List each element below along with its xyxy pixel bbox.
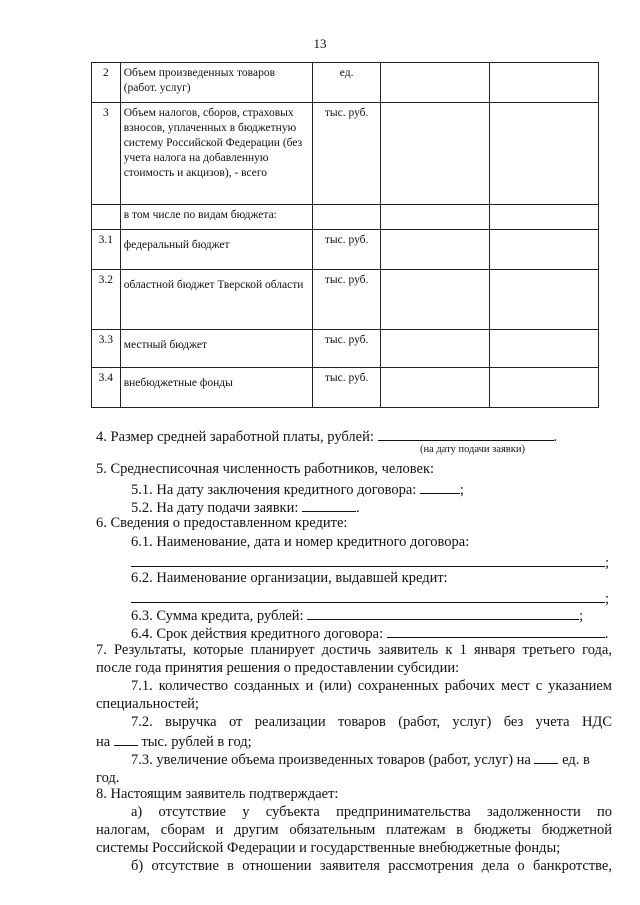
avg-salary-line [96,426,557,446]
credit-term-label: 6.4. Срок действия кредитного договора: [131,626,384,642]
value-cell[interactable] [380,230,489,270]
row-name: в том числе по видам бюджета: [120,205,313,230]
value-cell[interactable] [380,368,489,408]
volume-field[interactable] [534,749,558,764]
row-number: 3.1 [92,230,121,270]
text-line: 7.2. выручка от реализации товаров (работ, услуг) без учета НДС [131,714,612,730]
row-unit: тыс. руб. [313,270,380,330]
text-line: 7.1. количество созданных и (или) сохраненных рабочих мест с указанием [131,678,612,694]
headcount-contract-label: 5.1. На дату заключения кредитного договора: [131,482,417,498]
table-row [92,63,599,103]
credit-contract-field[interactable] [131,552,605,567]
text-fragment: тыс. рублей в год; [141,734,252,750]
table-row [92,330,599,368]
avg-salary-field[interactable] [378,426,554,441]
headcount-application-field[interactable] [302,497,356,512]
row-name [120,270,313,330]
row-number: 2 [92,63,121,103]
row-name-text: областной бюджет Тверской области [123,279,304,291]
text-line: системы Российской Федерации и государственные внебюджетные фонды; [96,840,561,856]
value-cell[interactable] [380,270,489,330]
credit-term-field[interactable] [387,623,605,638]
avg-salary-label: 4. Размер средней заработной платы, рублей: [96,429,374,445]
row-name: внебюджетные фонды [120,368,313,408]
value-cell[interactable] [380,330,489,368]
avg-salary-note: (на дату подачи заявки) [420,444,525,455]
result-7-2 [96,713,612,751]
headcount-application-line [131,497,360,517]
value-cell[interactable] [489,205,598,230]
credit-contract-line [131,552,609,572]
row-number [92,205,121,230]
value-cell[interactable] [489,270,598,330]
table-row [92,368,599,408]
row-unit: ед. [313,63,380,103]
row-name: Объем налогов, сборов, страховых взносов, уплаченных в бюджетную систему Российской Федерации (без учета налога на добавленную стоимость и акцизов), - всего [120,103,313,205]
value-cell[interactable] [380,205,489,230]
text-line: год. [96,770,120,786]
credit-contract-label: 6.1. Наименование, дата и номер кредитного договора: [131,534,470,550]
headcount-contract-line [131,479,464,499]
row-unit: тыс. руб. [313,103,380,205]
row-name: местный бюджет [120,330,313,368]
confirmation-b [96,857,612,875]
text-fragment: ед. в [562,752,590,768]
row-number: 3.2 [92,270,121,330]
value-cell[interactable] [489,330,598,368]
text-fragment: на [96,734,111,750]
confirmation-heading: 8. Настоящим заявитель подтверждает: [96,786,339,802]
confirmation-a [96,803,612,857]
credit-term-line [131,623,608,643]
row-name: Объем произведенных товаров (работ. услуг) [120,63,313,103]
credit-heading: 6. Сведения о предоставленном кредите: [96,515,348,531]
table-row [92,103,599,205]
text-line: после года принятия решения о предоставлении субсидии: [96,660,460,676]
text-line: специальностей; [96,696,199,712]
text-line: б) отсутствие в отношении заявителя рассмотрения дела о банкротстве, [131,858,612,874]
value-cell[interactable] [380,63,489,103]
credit-amount-field[interactable] [307,605,579,620]
text-fragment: 7.3. увеличение объема произведенных товаров (работ, услуг) на [131,752,531,768]
row-unit: тыс. руб. [313,368,380,408]
text-line: 7. Результаты, которые планирует достичь заявитель к 1 января третьего года, [96,642,612,658]
value-cell[interactable] [489,103,598,205]
punct: . [553,429,558,445]
row-name: федеральный бюджет [120,230,313,270]
punct: . [604,626,609,642]
row-number: 3 [92,103,121,205]
credit-org-label: 6.2. Наименование организации, выдавшей кредит: [131,570,448,586]
punct: ; [605,555,610,571]
headcount-application-label: 5.2. На дату подачи заявки: [131,500,299,516]
result-7-1 [96,677,612,713]
punct: ; [579,608,584,624]
text-line: налогам, сборам и другим обязательным платежам в бюджеты бюджетной [96,822,612,838]
results-paragraph [96,641,612,677]
indicators-table [91,62,599,408]
row-number: 3.4 [92,368,121,408]
punct: ; [605,591,610,607]
punct: . [356,500,360,516]
headcount-contract-field[interactable] [420,479,460,494]
credit-amount-label: 6.3. Сумма кредита, рублей: [131,608,304,624]
row-unit [313,205,380,230]
row-unit: тыс. руб. [313,230,380,270]
value-cell[interactable] [380,103,489,205]
text-line: а) отсутствие у субъекта предпринимательства задолженности по [131,804,612,820]
credit-org-field[interactable] [131,588,605,603]
page-number: 13 [313,36,327,51]
value-cell[interactable] [489,368,598,408]
punct: ; [459,482,464,498]
table-row [92,205,599,230]
headcount-heading: 5. Среднесписочная численность работников, человек: [96,461,435,477]
credit-amount-line [131,605,583,625]
value-cell[interactable] [489,63,598,103]
value-cell[interactable] [489,230,598,270]
revenue-field[interactable] [114,731,138,746]
row-number: 3.3 [92,330,121,368]
table-row [92,230,599,270]
result-7-3 [96,749,612,787]
table-row [92,270,599,330]
row-unit: тыс. руб. [313,330,380,368]
